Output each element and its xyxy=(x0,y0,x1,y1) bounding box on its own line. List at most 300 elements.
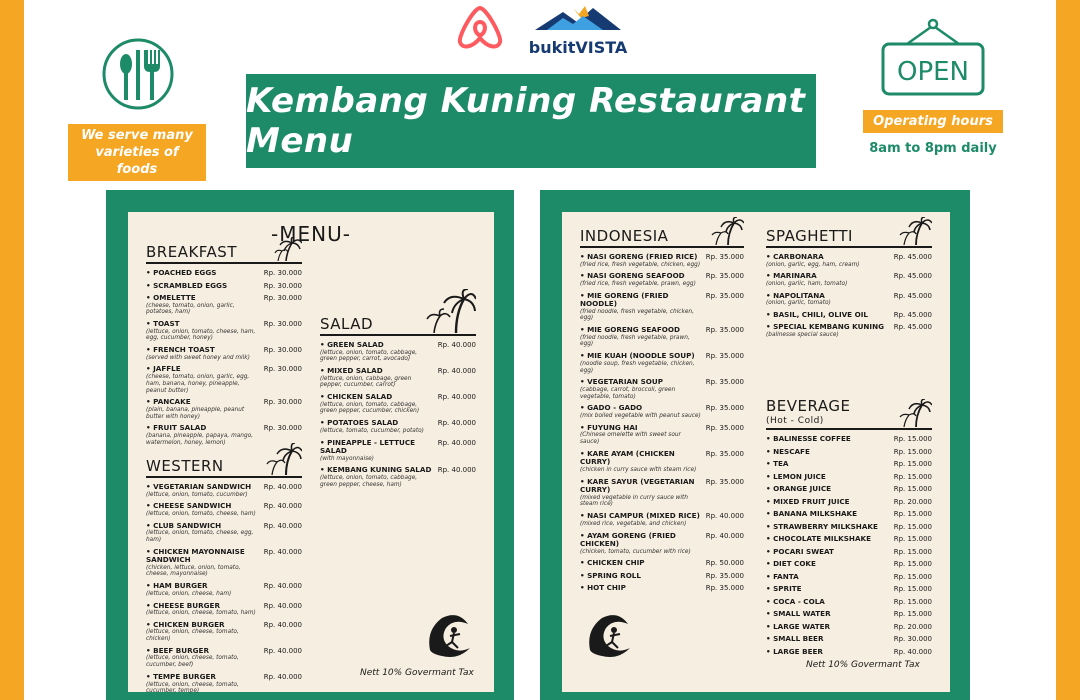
section-title-salad: SALAD xyxy=(320,316,476,336)
menu-item xyxy=(766,253,932,268)
menu-item-description: (lettuce, onion, cheese, ham) xyxy=(146,590,232,597)
food-variety-badge xyxy=(68,36,208,181)
airbnb-logo-icon xyxy=(450,2,510,52)
menu-item xyxy=(146,602,302,617)
menu-item-price: Rp. 15.000 xyxy=(893,535,932,543)
menu-item-name: • FUYUNG HAI xyxy=(580,422,638,432)
menu-item-info xyxy=(146,483,264,498)
menu-item-info xyxy=(320,439,438,463)
menu-item-name: • LEMON JUICE xyxy=(766,471,826,481)
menu-item-info xyxy=(580,352,706,374)
menu-item-info xyxy=(766,272,894,287)
menu-item xyxy=(766,435,932,444)
section-title-breakfast: BREAKFAST xyxy=(146,244,302,264)
menu-item-name: • KEMBANG KUNING SALAD xyxy=(320,465,432,475)
menu-item xyxy=(146,346,302,361)
menu-item xyxy=(766,548,932,557)
menu-item-info xyxy=(320,341,438,363)
menu-item xyxy=(766,598,932,607)
menu-panel-right xyxy=(540,190,970,700)
menu-item-price: Rp. 15.000 xyxy=(893,610,932,618)
menu-item-description: (fried noodle, fresh vegetable, chicken, egg) xyxy=(580,308,694,322)
menu-item-name: • JAFFLE xyxy=(146,364,181,374)
menu-item xyxy=(580,378,744,400)
menu-item-description: (mixed rice, vegetable, and chicken) xyxy=(580,520,687,527)
menu-item-description: (lettuce, tomato, cucumber, potato) xyxy=(320,427,424,434)
menu-item-price: Rp. 30.000 xyxy=(263,320,302,329)
menu-item-name: • LARGE WATER xyxy=(766,621,831,631)
menu-item-info xyxy=(766,610,894,619)
menu-item-price: Rp. 30.000 xyxy=(263,294,302,302)
menu-item-info xyxy=(320,466,438,488)
menu-item-description: (cheese, tomato, onion, garlic, potatoes, ham) xyxy=(146,302,235,316)
beverage-subtitle: (Hot - Cold) xyxy=(766,416,824,426)
menu-item-price: Rp. 15.000 xyxy=(893,597,932,606)
menu-item-info xyxy=(580,272,706,287)
menu-item-price: Rp. 35.000 xyxy=(705,291,744,300)
menu-item-name: • HAM BURGER xyxy=(146,581,208,591)
indonesia-list xyxy=(580,253,744,593)
menu-item-price: Rp. 35.000 xyxy=(705,449,744,458)
menu-item-price: Rp. 30.000 xyxy=(263,269,302,277)
menu-item-name: • VEGETARIAN SANDWICH xyxy=(146,482,252,491)
menu-item-info xyxy=(580,404,706,419)
menu-item-price: Rp. 40.000 xyxy=(705,531,744,540)
spaghetti-list xyxy=(766,253,932,339)
menu-item xyxy=(580,584,744,593)
menu-item-info xyxy=(580,512,706,527)
menu-item-price: Rp. 40.000 xyxy=(893,647,932,656)
menu-item-name: • SPECIAL KEMBANG KUNING xyxy=(766,322,885,332)
western-section xyxy=(146,458,302,699)
menu-item-info xyxy=(766,598,894,607)
beverage-list xyxy=(766,435,932,656)
menu-item xyxy=(766,535,932,544)
menu-item xyxy=(146,647,302,669)
menu-item xyxy=(146,365,302,394)
menu-item-info xyxy=(766,648,894,657)
menu-item-price: Rp. 45.000 xyxy=(893,272,932,281)
menu-item-description: (fried rice, fresh vegetable, chicken, egg) xyxy=(580,261,701,268)
menu-item-info xyxy=(146,294,264,316)
menu-item-description: (lettuce, onion, tomato, cheese, egg, ham) xyxy=(146,530,254,543)
menu-item-description: (lettuce, onion, cheese, tomato, ham) xyxy=(146,610,256,617)
menu-item-info xyxy=(580,584,706,593)
menu-item xyxy=(320,393,476,415)
indonesia-section xyxy=(580,228,744,597)
menu-item xyxy=(146,483,302,498)
menu-item-info xyxy=(146,602,264,617)
menu-item-name: • AYAM GORENG (FRIED CHICKEN) xyxy=(580,530,676,549)
menu-item-info xyxy=(766,560,894,569)
menu-item-description: (fried noodle, fresh vegetable, prawn, egg) xyxy=(580,334,690,348)
menu-item-price: Rp. 40.000 xyxy=(705,512,744,521)
menu-item-info xyxy=(146,365,264,394)
menu-item-name: • OMELETTE xyxy=(146,293,196,302)
menu-item xyxy=(320,367,476,389)
menu-item-name: • FANTA xyxy=(766,571,799,581)
menu-item xyxy=(320,439,476,463)
menu-item-price: Rp. 35.000 xyxy=(705,272,744,281)
menu-item-price: Rp. 30.000 xyxy=(263,346,302,355)
menu-item-name: • SMALL WATER xyxy=(766,609,831,618)
menu-item xyxy=(580,532,744,556)
menu-item-info xyxy=(766,485,894,494)
tax-note-right: Nett 10% Govermant Tax xyxy=(806,660,920,670)
menu-item-price: Rp. 45.000 xyxy=(893,253,932,261)
menu-item-name: • POCARI SWEAT xyxy=(766,546,834,556)
menu-item xyxy=(580,512,744,527)
menu-item xyxy=(766,448,932,457)
menu-item-name: • TEA xyxy=(766,459,789,468)
right-orange-border xyxy=(1056,0,1080,700)
menu-item xyxy=(766,498,932,507)
menu-item-name: • VEGETARIAN SOUP xyxy=(580,377,663,387)
food-variety-tag: We serve many varieties of foods xyxy=(68,124,206,181)
menu-item-description: (lettuce, onion, cheese, tomato, chicken) xyxy=(146,629,239,643)
section-title-indonesia: INDONESIA xyxy=(580,228,744,248)
palm-tree-icon xyxy=(708,217,744,245)
menu-item-name: • MIE KUAH (NOODLE SOUP) xyxy=(580,351,695,361)
menu-item-info xyxy=(146,320,264,342)
menu-item xyxy=(146,294,302,316)
operating-hours-tag: Operating hours xyxy=(863,110,1003,133)
menu-item-description: (lettuce, onion, tomato, cabbage, green pepper, carrot, avocado) xyxy=(320,349,418,363)
menu-item-description: (noodle soup, fresh vegetable, chicken, egg) xyxy=(580,360,695,374)
bukitvista-logo xyxy=(528,4,628,57)
menu-item-info xyxy=(580,532,706,556)
menu-item-description: (lettuce, onion, cheese, tomato, cucumber, beef) xyxy=(146,655,239,669)
menu-item-info xyxy=(146,282,264,291)
menu-item xyxy=(766,523,932,532)
breakfast-list xyxy=(146,269,302,447)
page-title: Kembang Kuning Restaurant Menu xyxy=(246,81,806,161)
menu-item-name: • NASI CAMPUR (MIXED RICE) xyxy=(580,511,700,521)
section-title-beverage: BEVERAGE xyxy=(766,397,851,415)
menu-item xyxy=(766,485,932,494)
beverage-subtitle-row xyxy=(766,416,932,430)
menu-item-name: • CHICKEN BURGER xyxy=(146,619,225,629)
title-banner xyxy=(246,74,816,168)
menu-item-info xyxy=(766,523,894,532)
menu-item-name: • SPRITE xyxy=(766,584,802,593)
menu-item-name: • CHICKEN CHIP xyxy=(580,558,645,568)
menu-item-name: • SMALL BEER xyxy=(766,634,824,643)
menu-item-price: Rp. 15.000 xyxy=(893,560,932,568)
menu-item-description: (fried rice, fresh vegetable, prawn, egg) xyxy=(580,280,696,287)
menu-item-name: • BALINESSE COFFEE xyxy=(766,434,851,443)
menu-item-info xyxy=(146,398,264,420)
menu-item xyxy=(580,572,744,581)
menu-item-info xyxy=(146,673,264,695)
menu-item-info xyxy=(580,450,706,474)
menu-item-price: Rp. 40.000 xyxy=(263,502,302,511)
menu-item xyxy=(320,419,476,434)
menu-item-name: • KARE AYAM (CHICKEN CURRY) xyxy=(580,448,675,467)
menu-item-name: • MIXED FRUIT JUICE xyxy=(766,496,850,506)
menu-item xyxy=(766,510,932,519)
menu-item-info xyxy=(766,292,894,307)
menu-item-name: • POACHED EGGS xyxy=(146,268,217,277)
menu-item-name: • LARGE BEER xyxy=(766,646,823,656)
menu-item-description: (balinesse special sauce) xyxy=(766,331,839,338)
menu-item-name: • CHEESE BURGER xyxy=(146,600,220,610)
menu-item-name: • CARBONARA xyxy=(766,252,824,261)
breakfast-section xyxy=(146,244,302,451)
menu-item-name: • CHICKEN MAYONNAISE SANDWICH xyxy=(146,546,245,565)
menu-item xyxy=(580,478,744,509)
palm-tree-icon xyxy=(420,289,476,333)
menu-item-description: (onion, garlic, egg, ham, cream) xyxy=(766,261,860,268)
palm-tree-icon xyxy=(896,217,932,245)
menu-item-description: (lettuce, onion, tomato, cucumber) xyxy=(146,491,248,498)
menu-item-name: • NASI GORENG SEAFOOD xyxy=(580,271,685,281)
menu-item-price: Rp. 30.000 xyxy=(893,635,932,643)
menu-item-info xyxy=(320,419,438,434)
menu-item xyxy=(580,450,744,474)
menu-item-name: • BANANA MILKSHAKE xyxy=(766,509,858,518)
operating-hours-badge xyxy=(858,18,1008,156)
menu-item-info xyxy=(146,424,264,446)
beverage-section xyxy=(766,398,932,660)
menu-item-description: (onion, garlic, tomato) xyxy=(766,300,831,307)
menu-item-description: (cheese, tomato, onion, garlic, egg, ham, banana, honey, pineapple, peanut butter) xyxy=(146,373,250,394)
menu-item-name: • BEEF BURGER xyxy=(146,645,209,655)
menu-item-price: Rp. 35.000 xyxy=(705,326,744,335)
open-sign-icon xyxy=(879,18,987,98)
menu-item-info xyxy=(766,623,894,632)
menu-paper-right xyxy=(562,212,950,692)
menu-item-info xyxy=(580,478,706,509)
menu-item-price: Rp. 30.000 xyxy=(263,365,302,374)
menu-item-info xyxy=(580,326,706,348)
menu-item-description: (Chinese omelette with sweet sour sauce) xyxy=(580,432,681,446)
menu-item-price: Rp. 50.000 xyxy=(705,559,744,568)
menu-item-description: (lettuce, onion, tomato, cheese, ham, egg, cucumber, honey) xyxy=(146,328,256,342)
menu-item-info xyxy=(580,572,706,581)
menu-item-info xyxy=(766,253,894,268)
menu-item xyxy=(580,352,744,374)
menu-item-info xyxy=(766,535,894,544)
menu-item-info xyxy=(766,448,894,457)
palm-tree-icon xyxy=(272,237,302,261)
menu-item-description: (mixed vegetable in curry sauce with steam rice) xyxy=(580,494,688,508)
menu-item-price: Rp. 40.000 xyxy=(263,521,302,530)
menu-item-price: Rp. 15.000 xyxy=(893,585,932,593)
menu-item-name: • POTATOES SALAD xyxy=(320,418,399,428)
menu-item-info xyxy=(766,573,894,582)
menu-item-info xyxy=(580,559,706,568)
menu-item xyxy=(766,610,932,619)
menu-item xyxy=(146,282,302,291)
menu-item-description: (onion, garlic, ham, tomato) xyxy=(766,280,848,287)
menu-item-info xyxy=(766,585,894,594)
menu-item-name: • HOT CHIP xyxy=(580,583,626,593)
menu-item-info xyxy=(146,346,264,361)
menu-item-name: • COCA - COLA xyxy=(766,596,825,606)
menu-item-price: Rp. 40.000 xyxy=(437,419,476,428)
menu-item-price: Rp. 40.000 xyxy=(263,582,302,591)
menu-item-price: Rp. 15.000 xyxy=(893,485,932,493)
menu-item-name: • PINEAPPLE - LETTUCE SALAD xyxy=(320,437,416,456)
menu-item-price: Rp. 15.000 xyxy=(893,447,932,456)
menu-item xyxy=(580,559,744,568)
menu-item xyxy=(320,466,476,488)
menu-item-description: (chicken in curry sauce with steam rice) xyxy=(580,466,697,473)
menu-item-name: • DIET COKE xyxy=(766,559,816,568)
menu-item-description: (lettuce, onion, cabbage, green pepper, cucumber, carrot) xyxy=(320,375,412,389)
menu-item-price: Rp. 40.000 xyxy=(263,646,302,655)
menu-item-price: Rp. 40.000 xyxy=(437,367,476,376)
menu-item-description: (plain, banana, pineapple, peanut butter with honey) xyxy=(146,406,245,420)
menu-item xyxy=(766,573,932,582)
menu-item-name: • CHEESE SANDWICH xyxy=(146,501,232,511)
menu-item-description: (mix boiled vegetable with peanut sauce) xyxy=(580,412,701,419)
menu-item xyxy=(766,311,932,320)
menu-item-price: Rp. 15.000 xyxy=(893,510,932,518)
menu-item-info xyxy=(146,522,264,544)
menu-item-name: • NESCAFE xyxy=(766,446,810,456)
menu-panel-left xyxy=(106,190,514,700)
menu-item-info xyxy=(580,424,706,446)
menu-item-description: (with mayonnaise) xyxy=(320,455,374,462)
menu-item xyxy=(580,326,744,348)
surfer-wave-icon xyxy=(424,610,474,660)
menu-item-description: (banana, pineapple, papaya, mango, watermelon, honey, lemon) xyxy=(146,432,254,446)
menu-item-price: Rp. 30.000 xyxy=(263,424,302,433)
section-title-western: WESTERN xyxy=(146,458,302,478)
brand-logos xyxy=(440,0,640,56)
menu-item xyxy=(766,560,932,569)
menu-item xyxy=(320,341,476,363)
menu-item-name: • FRENCH TOAST xyxy=(146,345,215,355)
menu-item-info xyxy=(766,311,894,320)
menu-item-price: Rp. 15.000 xyxy=(893,547,932,556)
section-title-spaghetti: SPAGHETTI xyxy=(766,228,932,248)
cutlery-icon xyxy=(100,36,176,112)
menu-item-price: Rp. 40.000 xyxy=(437,466,476,475)
menu-item-name: • TOAST xyxy=(146,319,180,329)
menu-item-name: • CLUB SANDWICH xyxy=(146,520,222,530)
mountain-icon xyxy=(533,4,623,32)
menu-item-description: (lettuce, onion, cheese, tomato, cucumber, tempe) xyxy=(146,681,239,695)
operating-hours-text: 8am to 8pm daily xyxy=(869,141,997,156)
menu-item-description: (chicken, lettuce, onion, tomato, cheese, mayonnaise) xyxy=(146,564,241,578)
menu-item-name: • CHICKEN SALAD xyxy=(320,392,393,402)
menu-item-name: • MARINARA xyxy=(766,271,817,281)
menu-item-price: Rp. 45.000 xyxy=(893,291,932,300)
menu-item-price: Rp. 35.000 xyxy=(705,571,744,580)
menu-item xyxy=(146,398,302,420)
menu-item-price: Rp. 35.000 xyxy=(705,477,744,486)
palm-tree-icon xyxy=(896,399,932,427)
menu-item-price: Rp. 15.000 xyxy=(893,572,932,581)
menu-item-info xyxy=(580,378,706,400)
menu-item-info xyxy=(766,498,894,507)
menu-item-name: • NASI GORENG (FRIED RICE) xyxy=(580,252,698,261)
menu-item-name: • MIE GORENG SEAFOOD xyxy=(580,325,680,335)
western-list xyxy=(146,483,302,695)
menu-item-info xyxy=(766,510,894,519)
menu-item-description: (cabbage, carrot, broccoli, green vegetable, tomato) xyxy=(580,386,676,400)
open-sign-label: OPEN xyxy=(896,57,970,87)
menu-item-info xyxy=(766,323,894,338)
menu-item xyxy=(146,502,302,517)
menu-item-price: Rp. 45.000 xyxy=(893,310,932,319)
menu-item-price: Rp. 40.000 xyxy=(437,393,476,402)
menu-item-info xyxy=(146,269,264,278)
menu-item-name: • MIE GORENG (FRIED NOODLE) xyxy=(580,290,669,309)
menu-item-description: (lettuce, onion, tomato, cabbage, green pepper, cucumber, chicken) xyxy=(320,401,420,415)
menu-item xyxy=(580,292,744,323)
menu-item-price: Rp. 35.000 xyxy=(705,423,744,432)
menu-item xyxy=(766,623,932,632)
menu-item-price: Rp. 15.000 xyxy=(893,460,932,468)
menu-item xyxy=(146,548,302,579)
menu-item xyxy=(766,292,932,307)
menu-item-info xyxy=(146,621,264,643)
menu-item-name: • KARE SAYUR (VEGETARIAN CURRY) xyxy=(580,476,695,495)
menu-item-price: Rp. 35.000 xyxy=(705,352,744,361)
menu-item-name: • TEMPE BURGER xyxy=(146,672,216,682)
menu-item xyxy=(766,323,932,338)
salad-list xyxy=(320,341,476,488)
salad-section xyxy=(320,316,476,492)
menu-item xyxy=(580,253,744,268)
menu-paper-left xyxy=(128,212,494,695)
menu-item-info xyxy=(766,635,894,644)
menu-item-price: Rp. 30.000 xyxy=(263,398,302,407)
menu-item-price: Rp. 20.000 xyxy=(893,497,932,506)
menu-item-price: Rp. 40.000 xyxy=(437,438,476,447)
menu-item xyxy=(766,460,932,469)
menu-item-price: Rp. 20.000 xyxy=(893,622,932,631)
left-orange-border xyxy=(0,0,24,700)
menu-item-price: Rp. 40.000 xyxy=(263,620,302,629)
menu-item xyxy=(146,582,302,597)
surfer-wave-icon xyxy=(584,610,634,660)
menu-item-price: Rp. 15.000 xyxy=(893,472,932,481)
menu-item-price: Rp. 30.000 xyxy=(263,281,302,290)
menu-heading: -MENU- xyxy=(271,222,351,246)
menu-item xyxy=(146,673,302,695)
menu-item xyxy=(580,272,744,287)
menu-item-name: • MIXED SALAD xyxy=(320,366,383,376)
menu-item-name: • NAPOLITANA xyxy=(766,290,825,300)
menu-item-price: Rp. 40.000 xyxy=(263,483,302,491)
menu-item-info xyxy=(580,253,706,268)
tax-note-left: Nett 10% Govermant Tax xyxy=(360,668,474,678)
menu-item-name: • GREEN SALAD xyxy=(320,340,384,349)
menu-item-price: Rp. 40.000 xyxy=(437,341,476,349)
menu-item-price: Rp. 45.000 xyxy=(893,323,932,332)
menu-item-info xyxy=(146,647,264,669)
menu-item-name: • SPRING ROLL xyxy=(580,570,641,580)
menu-item-name: • CHOCOLATE MILKSHAKE xyxy=(766,534,871,543)
spaghetti-section xyxy=(766,228,932,343)
menu-item xyxy=(146,320,302,342)
menu-item-name: • GADO - GADO xyxy=(580,403,643,413)
menu-item-price: Rp. 40.000 xyxy=(263,601,302,610)
menu-item xyxy=(146,522,302,544)
menu-item-price: Rp. 15.000 xyxy=(893,522,932,531)
menu-item-info xyxy=(766,548,894,557)
bukitvista-wordmark: bukitVISTA xyxy=(528,38,628,57)
menu-item xyxy=(580,424,744,446)
menu-item xyxy=(766,635,932,644)
menu-item-name: • STRAWBERRY MILKSHAKE xyxy=(766,521,878,531)
menu-item-description: (served with sweet honey and milk) xyxy=(146,354,250,361)
